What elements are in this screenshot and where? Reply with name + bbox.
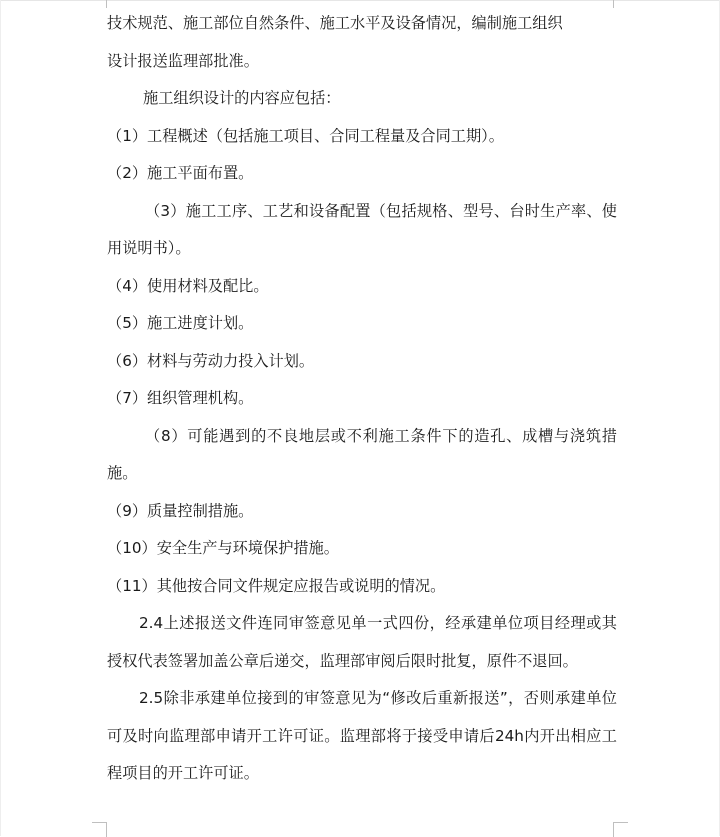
intro-paragraph: 施工组织设计的内容应包括： <box>143 89 341 107</box>
list-item-1: （1）工程概述（包括施工项目、合同工程量及合同工期）。 <box>107 126 504 145</box>
list-item-2: （2）施工平面布置。 <box>107 164 254 182</box>
section-2-5-paragraph: 2.5除非承建单位接到的审签意见为“修改后重新报送”，否则承建单位可及时向监理部申请开工许可证。监理部将于接受申请后24h内开出相应工程项目的开工许可证。 <box>107 689 617 782</box>
margin-mark-top-left <box>92 0 107 8</box>
continuation-line-2: 设计报送监理部批准。 <box>107 51 259 70</box>
list-item-3: （3）施工工序、工艺和设备配置（包括规格、型号、台时生产率、使用说明书）。 <box>107 201 617 257</box>
list-item-9: （9）质量控制措施。 <box>107 501 254 520</box>
margin-mark-bottom-left <box>92 822 107 837</box>
page-frame-top <box>0 0 720 1</box>
list-item-4: （4）使用材料及配比。 <box>107 276 269 295</box>
section-2-4-paragraph: 2.4上述报送文件连同审签意见单一式四份，经承建单位项目经理或其授权代表签署加盖公章后递交，监理部审阅后限时批复，原件不退回。 <box>107 614 617 670</box>
list-item-11: （11）其他按合同文件规定应报告或说明的情况。 <box>107 576 446 595</box>
continuation-line-1: 技术规范、施工部位自然条件、施工水平及设备情况，编制施工组织 <box>107 14 563 32</box>
list-item-10: （10）安全生产与环境保护措施。 <box>107 539 339 557</box>
list-item-8: （8）可能遇到的不良地层或不利施工条件下的造孔、成槽与浇筑措施。 <box>107 426 617 482</box>
list-item-7: （7）组织管理机构。 <box>107 389 254 407</box>
document-body <box>107 5 617 793</box>
list-item-5: （5）施工进度计划。 <box>107 314 254 332</box>
list-item-6: （6）材料与劳动力投入计划。 <box>107 351 315 370</box>
margin-mark-bottom-right <box>613 822 628 837</box>
page-frame-left <box>0 0 1 836</box>
